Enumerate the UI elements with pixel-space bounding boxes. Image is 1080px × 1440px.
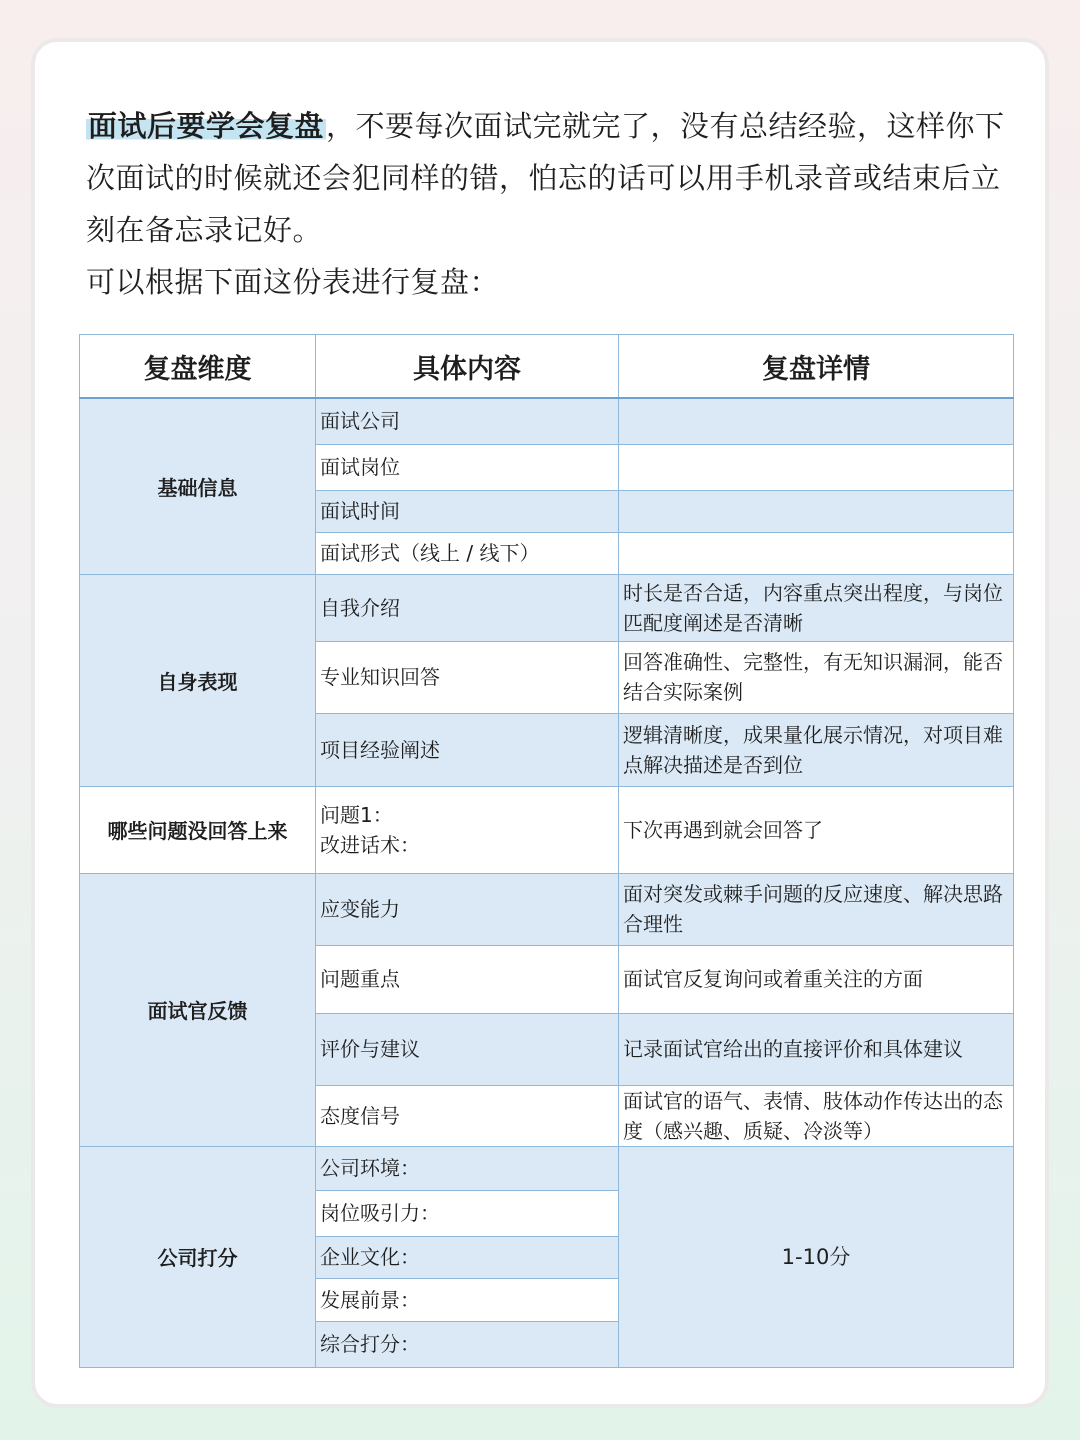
content-cell: 企业文化： (316, 1236, 619, 1278)
detail-cell: 面试官反复询问或着重关注的方面 (619, 945, 1014, 1013)
dimension-company-rating: 公司打分 (80, 1146, 316, 1367)
detail-cell (619, 444, 1014, 490)
content-cell: 自我介绍 (316, 574, 619, 641)
intro-highlight: 面试后要学会复盘 (88, 109, 325, 143)
intro-instruction: 可以根据下面这份表进行复盘： (86, 265, 500, 299)
detail-cell: 记录面试官给出的直接评价和具体建议 (619, 1013, 1014, 1085)
intro-body: ，不要每次面试完就完了，没有总结经验，这样你下次面试的时候就还会犯同样的错，怕忘的话可以用手机录音或结束后立刻在备忘录记好。 (86, 109, 1005, 247)
content-cell: 问题重点 (316, 945, 619, 1013)
dimension-unanswered-questions: 哪些问题没回答上来 (80, 786, 316, 873)
intro-text (86, 100, 1016, 308)
content-cell: 评价与建议 (316, 1013, 619, 1085)
dimension-basic-info: 基础信息 (80, 398, 316, 574)
detail-cell: 回答准确性、完整性，有无知识漏洞，能否结合实际案例 (619, 641, 1014, 713)
content-cell: 专业知识回答 (316, 641, 619, 713)
review-table (79, 334, 1014, 1368)
intro-paragraph (86, 100, 1016, 256)
content-cell: 发展前景： (316, 1278, 619, 1321)
table-header-row (80, 335, 1014, 399)
detail-cell (619, 398, 1014, 444)
detail-cell: 面试官的语气、表情、肢体动作传达出的态度（感兴趣、质疑、冷淡等） (619, 1085, 1014, 1146)
header-content: 具体内容 (316, 335, 619, 399)
content-cell (316, 786, 619, 873)
table-row (80, 873, 1014, 945)
content-cell: 综合打分： (316, 1321, 619, 1367)
table-row (80, 398, 1014, 444)
detail-cell: 时长是否合适，内容重点突出程度，与岗位匹配度阐述是否清晰 (619, 574, 1014, 641)
rating-scale-cell: 1-10分 (619, 1146, 1014, 1367)
table-row (80, 574, 1014, 641)
detail-cell (619, 490, 1014, 532)
detail-cell (619, 532, 1014, 574)
content-cell: 面试岗位 (316, 444, 619, 490)
header-detail: 复盘详情 (619, 335, 1014, 399)
question-label: 问题1： (320, 802, 393, 827)
dimension-self-performance: 自身表现 (80, 574, 316, 786)
header-dimension: 复盘维度 (80, 335, 316, 399)
table-row (80, 786, 1014, 873)
content-cell: 态度信号 (316, 1085, 619, 1146)
content-cell: 项目经验阐述 (316, 713, 619, 786)
table-row (80, 1146, 1014, 1190)
content-cell: 岗位吸引力： (316, 1190, 619, 1236)
detail-cell: 逻辑清晰度，成果量化展示情况，对项目难点解决描述是否到位 (619, 713, 1014, 786)
content-cell: 应变能力 (316, 873, 619, 945)
dimension-interviewer-feedback: 面试官反馈 (80, 873, 316, 1146)
content-cell: 面试公司 (316, 398, 619, 444)
detail-cell: 面对突发或棘手问题的反应速度、解决思路合理性 (619, 873, 1014, 945)
content-cell: 公司环境： (316, 1146, 619, 1190)
detail-cell: 下次再遇到就会回答了 (619, 786, 1014, 873)
content-cell: 面试形式（线上 / 线下） (316, 532, 619, 574)
improvement-label: 改进话术： (320, 832, 420, 857)
content-cell: 面试时间 (316, 490, 619, 532)
